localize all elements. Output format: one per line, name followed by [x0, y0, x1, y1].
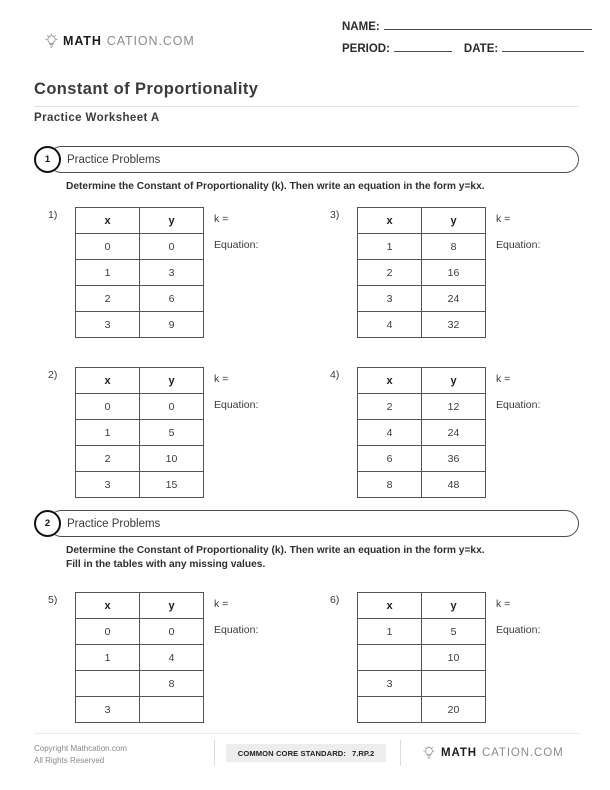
equation-label[interactable]: Equation:: [214, 624, 259, 636]
col-header-x: x: [76, 368, 140, 394]
table-row: [358, 234, 486, 260]
cell-x-blank[interactable]: [358, 645, 422, 671]
cell-x[interactable]: 3: [76, 472, 140, 498]
cell-x[interactable]: 2: [76, 446, 140, 472]
k-label[interactable]: k =: [496, 598, 511, 610]
table-header-row: [76, 208, 204, 234]
table-row: [76, 286, 204, 312]
cell-x-blank[interactable]: [358, 697, 422, 723]
lightbulb-icon: [45, 33, 58, 48]
problem-2-table: [75, 367, 204, 498]
cell-x[interactable]: 3: [358, 671, 422, 697]
name-input-line[interactable]: [384, 18, 592, 30]
cell-y[interactable]: 0: [140, 394, 204, 420]
section-band-1: [48, 146, 579, 173]
section-2-instructions-line-1: Determine the Constant of Proportionality (k). Then write an equation in the form y=kx.: [66, 545, 485, 556]
cell-x[interactable]: 8: [358, 472, 422, 498]
table-row: [76, 312, 204, 338]
cell-y[interactable]: 12: [422, 394, 486, 420]
col-header-x: x: [358, 208, 422, 234]
cell-x[interactable]: 1: [76, 645, 140, 671]
table-header-row: [358, 593, 486, 619]
table-header-row: [76, 368, 204, 394]
cell-y[interactable]: 6: [140, 286, 204, 312]
brand-logo: [45, 33, 195, 48]
problem-1-table: [75, 207, 204, 338]
table-row: [358, 697, 486, 723]
problem-5-table: [75, 592, 204, 723]
equation-label[interactable]: Equation:: [496, 399, 541, 411]
problem-3-table: [357, 207, 486, 338]
equation-label[interactable]: Equation:: [496, 239, 541, 251]
k-label[interactable]: k =: [496, 373, 511, 385]
footer-brand-logo: [423, 745, 564, 760]
col-header-x: x: [76, 208, 140, 234]
cell-y[interactable]: 24: [422, 420, 486, 446]
footer-separator-left: [214, 740, 215, 766]
period-input-line[interactable]: [394, 40, 452, 52]
section-1-instructions: [66, 180, 485, 194]
cell-x-blank[interactable]: [76, 671, 140, 697]
student-info-block: [342, 18, 592, 62]
table-row: [76, 645, 204, 671]
date-label: DATE:: [463, 43, 499, 55]
cell-x[interactable]: 3: [76, 697, 140, 723]
section-2-label: Practice Problems: [67, 517, 161, 530]
cell-y[interactable]: 5: [140, 420, 204, 446]
cell-y[interactable]: 8: [140, 671, 204, 697]
footer-logo-text-light: CATION.COM: [481, 746, 564, 759]
problem-5-number: 5): [48, 594, 58, 606]
table-row: [76, 446, 204, 472]
table-row: [358, 446, 486, 472]
table-row: [76, 671, 204, 697]
cell-y[interactable]: 5: [422, 619, 486, 645]
footer-logo-text-bold: MATH: [441, 746, 477, 759]
section-1-instructions-line-1: Determine the Constant of Proportionality (k). Then write an equation in the form y=kx.: [66, 181, 485, 192]
table-row: [358, 260, 486, 286]
common-core-standard-badge: [226, 744, 386, 762]
table-row: [358, 619, 486, 645]
table-row: [76, 234, 204, 260]
problem-6-table: [357, 592, 486, 723]
table-row: [76, 420, 204, 446]
col-header-y: y: [422, 368, 486, 394]
ccs-label: COMMON CORE STANDARD:: [237, 748, 346, 758]
table-row: [76, 394, 204, 420]
table-row: [358, 671, 486, 697]
cell-y[interactable]: 36: [422, 446, 486, 472]
copyright-line-1: Copyright Mathcation.com: [34, 744, 127, 753]
col-header-y: y: [140, 593, 204, 619]
logo-text-light: CATION.COM: [106, 33, 195, 48]
copyright-line-2: All Rights Reserved: [34, 756, 105, 765]
cell-y[interactable]: 32: [422, 312, 486, 338]
footer-divider: [34, 733, 579, 734]
section-1-label: Practice Problems: [67, 153, 161, 166]
cell-y-blank[interactable]: [422, 671, 486, 697]
table-row: [358, 472, 486, 498]
k-label[interactable]: k =: [214, 213, 229, 225]
section-2-instructions-line-2: Fill in the tables with any missing values.: [66, 559, 266, 571]
cell-y[interactable]: 0: [140, 234, 204, 260]
problem-4-number: 4): [330, 369, 340, 381]
cell-y[interactable]: 3: [140, 260, 204, 286]
cell-y[interactable]: 24: [422, 286, 486, 312]
table-row: [76, 619, 204, 645]
cell-y-blank[interactable]: [140, 697, 204, 723]
col-header-x: x: [358, 368, 422, 394]
cell-x[interactable]: 6: [358, 446, 422, 472]
date-input-line[interactable]: [502, 40, 584, 52]
table-row: [76, 697, 204, 723]
cell-y[interactable]: 20: [422, 697, 486, 723]
cell-y[interactable]: 8: [422, 234, 486, 260]
equation-label[interactable]: Equation:: [214, 239, 259, 251]
table-header-row: [76, 593, 204, 619]
col-header-y: y: [140, 368, 204, 394]
copyright-block: [34, 743, 127, 767]
cell-x[interactable]: 4: [358, 420, 422, 446]
cell-y[interactable]: 10: [422, 645, 486, 671]
problem-3-number: 3): [330, 209, 340, 221]
cell-y[interactable]: 10: [140, 446, 204, 472]
cell-y[interactable]: 15: [140, 472, 204, 498]
k-label[interactable]: k =: [496, 213, 511, 225]
cell-x[interactable]: 1: [358, 619, 422, 645]
section-2-instructions: [66, 544, 485, 573]
table-row: [358, 286, 486, 312]
period-label: PERIOD:: [342, 43, 390, 55]
equation-label[interactable]: Equation:: [214, 399, 259, 411]
col-header-x: x: [76, 593, 140, 619]
problem-2-number: 2): [48, 369, 58, 381]
name-label: NAME:: [342, 21, 380, 33]
equation-label[interactable]: Equation:: [496, 624, 541, 636]
table-header-row: [358, 208, 486, 234]
table-row: [358, 394, 486, 420]
footer-separator-right: [400, 740, 401, 766]
name-field-row: [342, 18, 592, 33]
table-row: [76, 260, 204, 286]
section-badge-2: 2: [34, 510, 61, 537]
table-row: [358, 645, 486, 671]
col-header-y: y: [140, 208, 204, 234]
k-label[interactable]: k =: [214, 598, 229, 610]
problem-4-table: [357, 367, 486, 498]
table-row: [358, 420, 486, 446]
problem-6-number: 6): [330, 594, 340, 606]
title-divider: [34, 106, 579, 107]
logo-text-bold: MATH: [63, 33, 102, 48]
cell-x[interactable]: 0: [76, 234, 140, 260]
page-subtitle: Practice Worksheet A: [34, 112, 160, 124]
cell-x[interactable]: 2: [358, 394, 422, 420]
cell-y[interactable]: 16: [422, 260, 486, 286]
table-row: [76, 472, 204, 498]
cell-x[interactable]: 0: [76, 619, 140, 645]
cell-x[interactable]: 4: [358, 312, 422, 338]
cell-x[interactable]: 1: [358, 234, 422, 260]
cell-x[interactable]: 2: [76, 286, 140, 312]
cell-y[interactable]: 0: [140, 619, 204, 645]
cell-y[interactable]: 4: [140, 645, 204, 671]
col-header-y: y: [422, 208, 486, 234]
page-title: Constant of Proportionality: [34, 80, 259, 98]
table-header-row: [358, 368, 486, 394]
col-header-x: x: [358, 593, 422, 619]
cell-x[interactable]: 1: [76, 420, 140, 446]
cell-y[interactable]: 9: [140, 312, 204, 338]
table-row: [358, 312, 486, 338]
cell-x[interactable]: 2: [358, 260, 422, 286]
page-header: [0, 0, 610, 72]
cell-x[interactable]: 3: [76, 312, 140, 338]
cell-x[interactable]: 1: [76, 260, 140, 286]
cell-y[interactable]: 48: [422, 472, 486, 498]
cell-x[interactable]: 3: [358, 286, 422, 312]
col-header-y: y: [422, 593, 486, 619]
section-badge-1: 1: [34, 146, 61, 173]
period-date-field-row: [342, 40, 592, 55]
k-label[interactable]: k =: [214, 373, 229, 385]
lightbulb-icon: [423, 745, 436, 760]
cell-x[interactable]: 0: [76, 394, 140, 420]
ccs-value: 7.RP.2: [352, 748, 375, 758]
problem-1-number: 1): [48, 209, 58, 221]
section-band-2: [48, 510, 579, 537]
